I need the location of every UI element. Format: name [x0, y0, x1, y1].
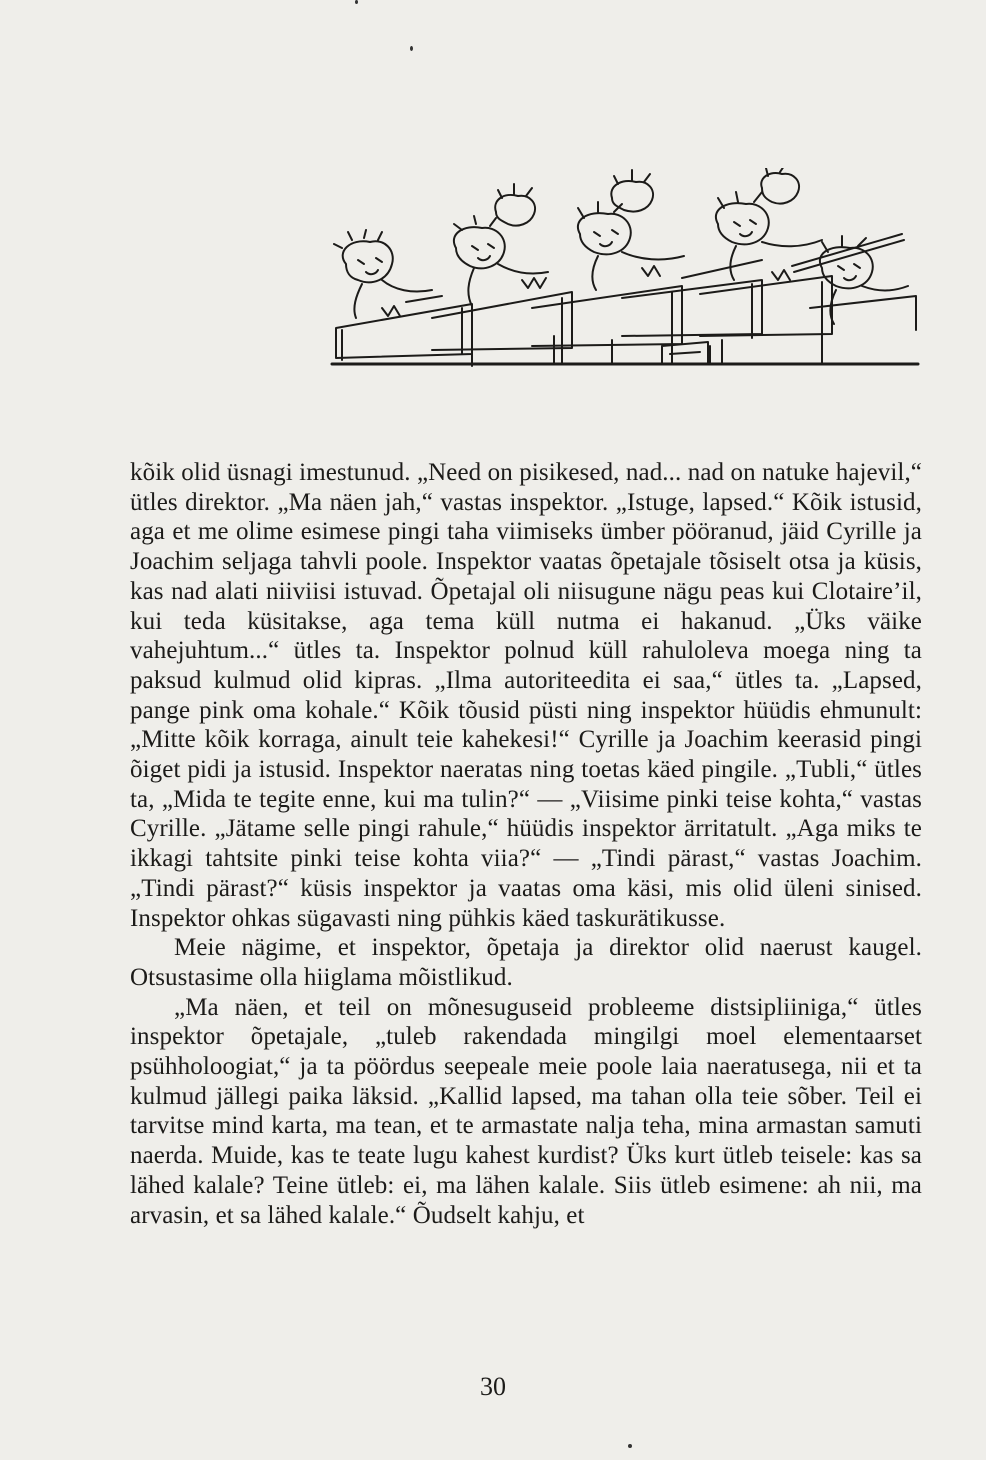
print-speck	[628, 1444, 632, 1448]
body-text	[130, 458, 922, 1230]
paragraph: Meie nägime, et inspektor, õpetaja ja direktor olid naerust kaugel. Otsustasime olla hiiglama mõistlikud.	[130, 934, 922, 991]
paragraph: kõik olid üsnagi imestunud. „Need on pisikesed, nad... nad on natuke hajevil,“ ütles direktor. „Ma näen jah,“ vastas inspektor. „Istuge, lapsed.“ Kõik istusid, aga et me olime esimese pingi taha viimiseks ümber pööranud, jäid Cyrille ja Joachim seljaga tahvli poole. Inspektor vaatas õpetajale tõsiselt otsa ja küsis, kas nad alati niiviisi istuvad. Õpetajal oli niisugune nägu peas kui Clotaire’il, kui teda küsitakse, aga tema küll nutma ei hakanud. „Üks väike vahejuhtum...“ ütles ta. Inspektor polnud küll rahuloleva moega ning ta paksud kulmud olid kipras. „Ilma autoriteedita ei saa,“ ütles ta. „Lapsed, pange pink oma kohale.“ Kõik tõusid püsti ning inspektor hüüdis ehmunult: „Mitte kõik korraga, ainult teie kahekesi!“ Cyrille ja Joachim keerasid pingi õiget pidi ja istusid. Inspektor naeratas ning toetas käed pingile. „Tubli,“ ütles ta, „Mida te tegite enne, kui ma tulin?“ — „Viisime pinki teise kohta,“ vastas Cyrille. „Jätame selle pingi rahule,“ hüüdis inspektor ärritatult. „Aga miks te ikkagi tahtsite pinki teise kohta viia?“ — „Tindi pärast,“ vastas Joachim. „Tindi pärast?“ küsis inspektor ja vaatas oma käsi, mis olid üleni sinised. Inspektor ohkas sügavasti ning pühkis käed taskurätikusse.	[130, 459, 922, 932]
print-speck	[410, 46, 413, 51]
print-speck	[355, 0, 358, 4]
classroom-illustration	[322, 168, 926, 380]
paragraph: „Ma näen, et teil on mõnesuguseid probleeme distsipliiniga,“ ütles inspektor õpetajale, „tuleb rakendada mingilgi moel elementaarset psühholoogiat,“ ja ta pöördus seepeale meie poole laia naeratusega, nii et ta kulmud jällegi paika läksid. „Kallid lapsed, ma tahan olla teie sõber. Teil ei tarvitse mind karta, ma tean, et te armastate nalja teha, mina armastan samuti naerda. Muide, kas te teate lugu kahest kurdist? Üks kurt ütleb teisele: kas sa lähed kalale? Teine ütleb: ei, ma lähen kalale. Siis ütleb esimene: ah nii, ma arvasin, et sa lähed kalale.“ Õudselt kahju, et	[130, 993, 922, 1229]
page-number: 30	[480, 1372, 506, 1401]
